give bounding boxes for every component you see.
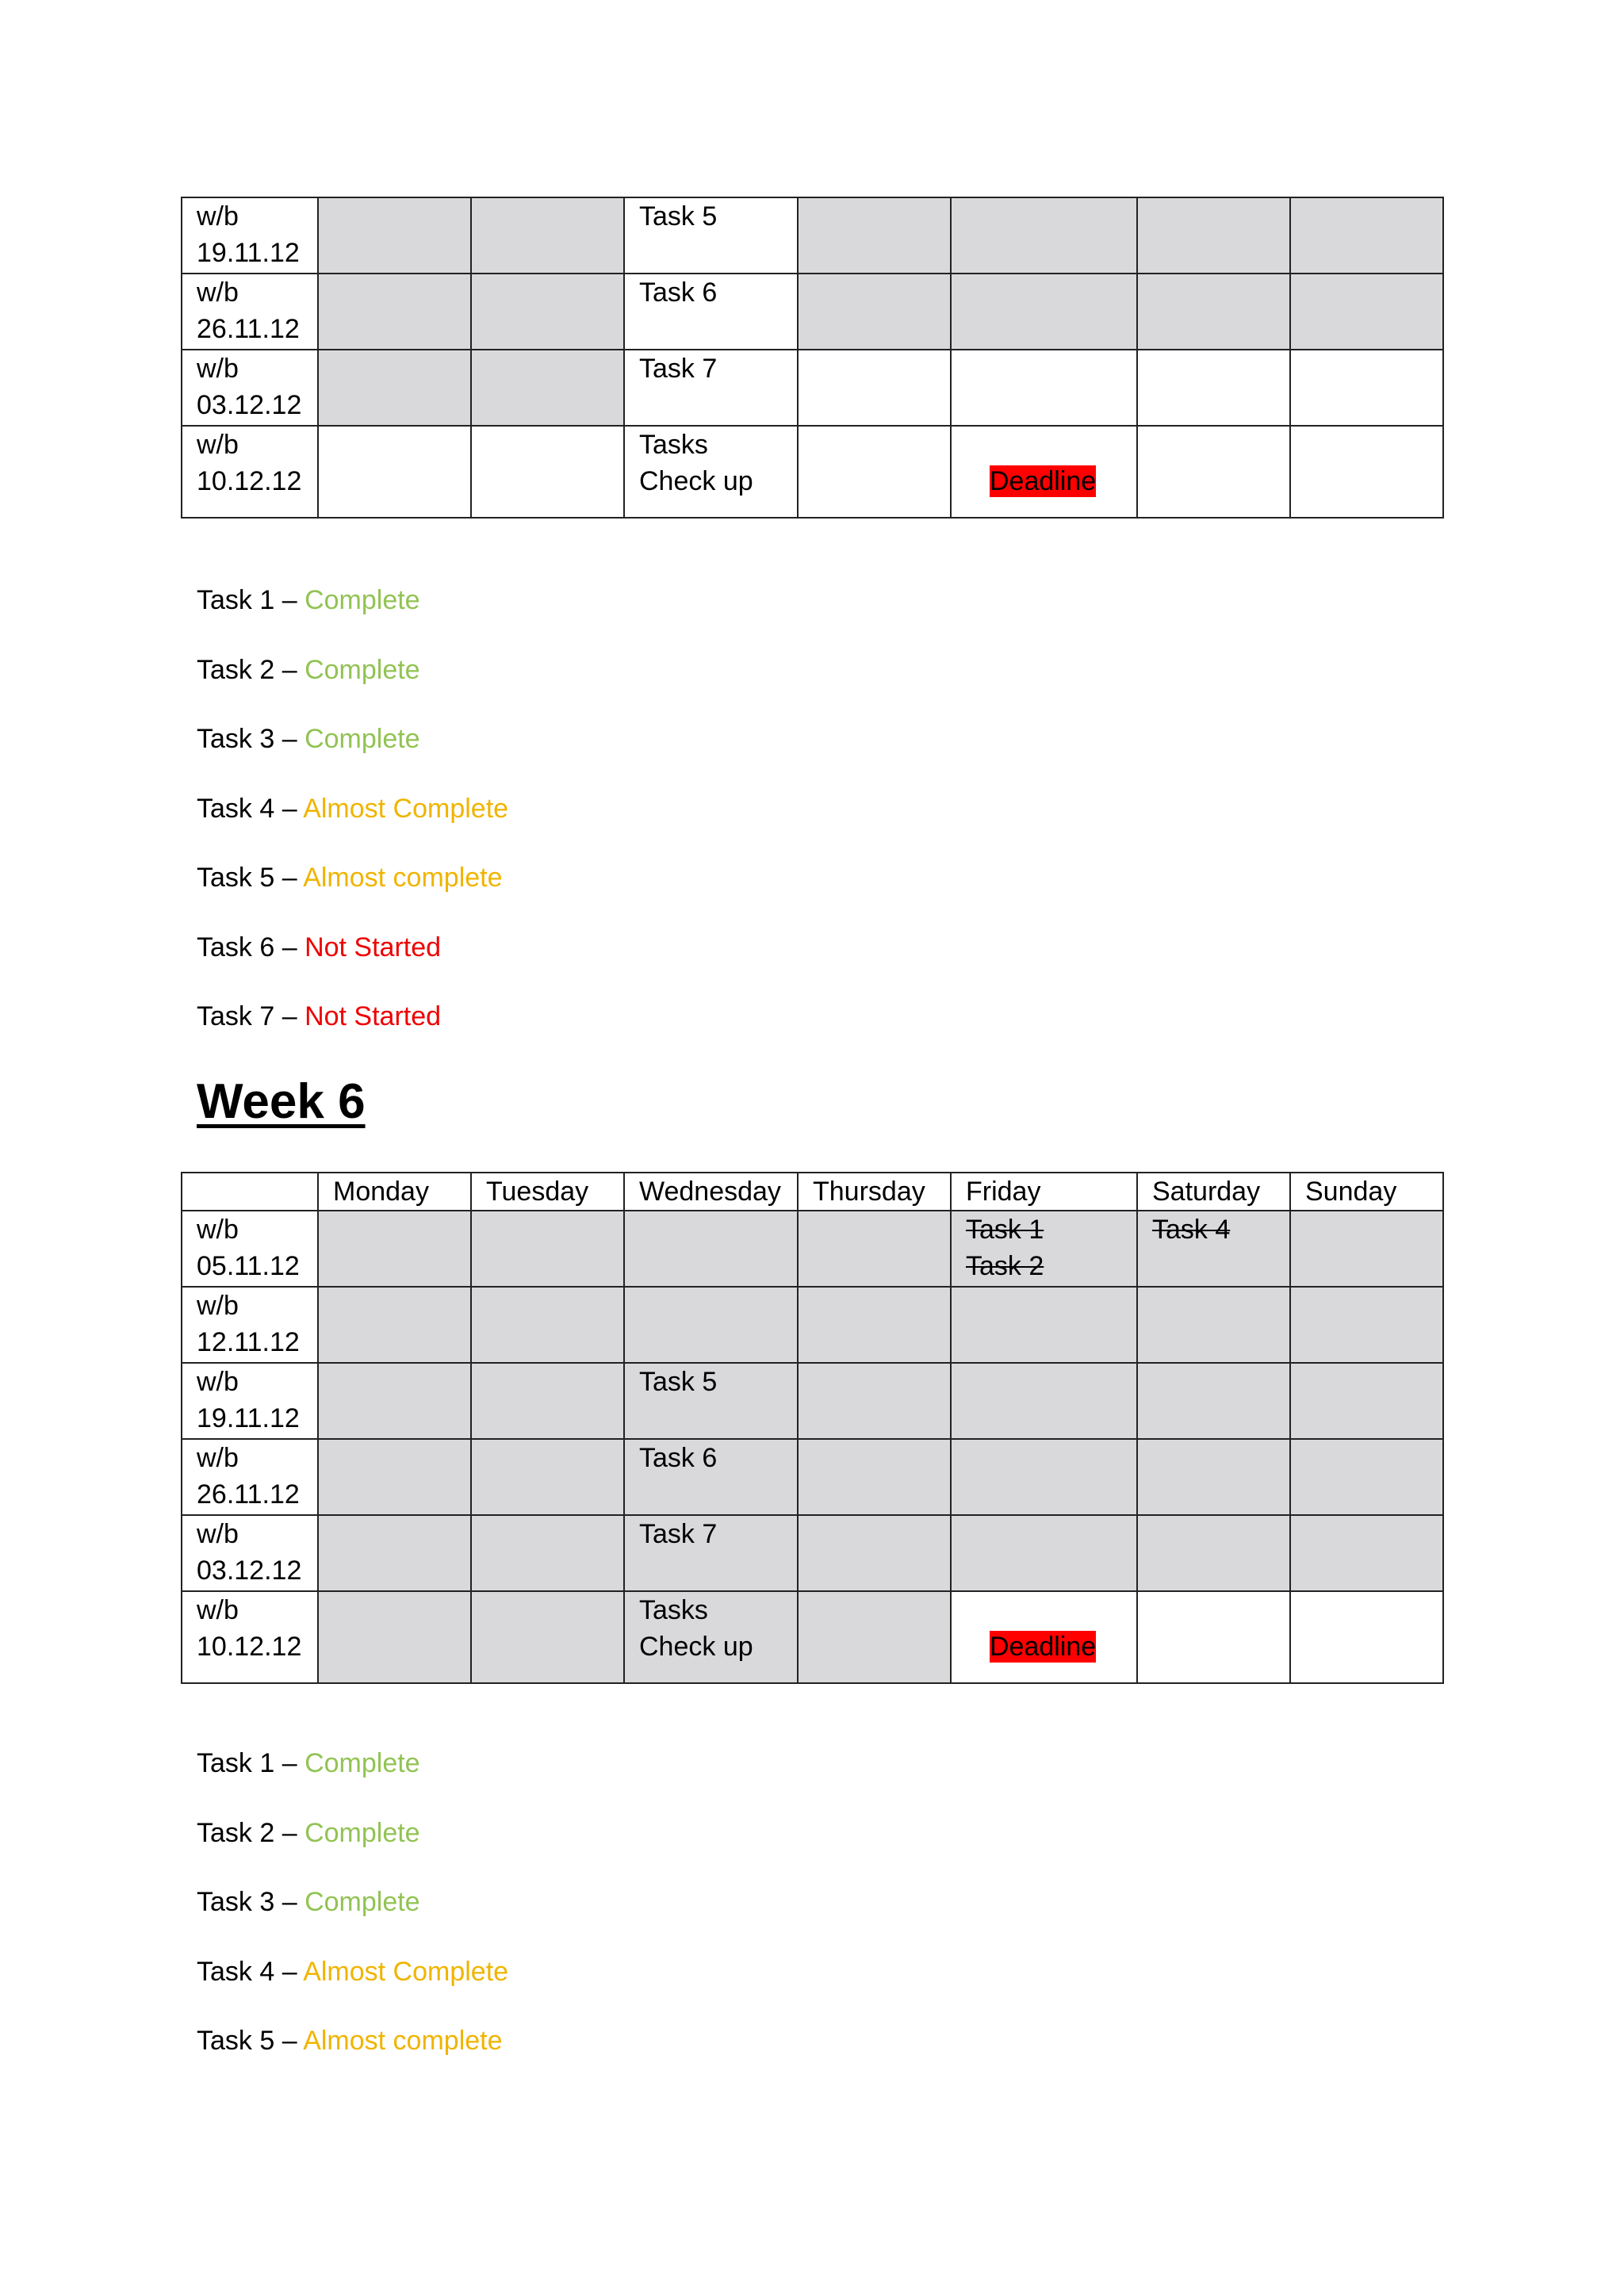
week-date: 03.12.12 bbox=[197, 1556, 302, 1586]
separator: – bbox=[274, 793, 304, 824]
tuesday-cell bbox=[471, 197, 624, 274]
thursday-cell bbox=[798, 197, 951, 274]
friday-cell bbox=[951, 1439, 1137, 1515]
task-entry: Check up bbox=[639, 1632, 753, 1662]
schedule-table-continued bbox=[181, 197, 1444, 519]
separator: – bbox=[274, 863, 304, 893]
task-name: Task 5 bbox=[197, 863, 275, 893]
friday-cell bbox=[951, 1591, 1137, 1683]
wednesday-cell bbox=[624, 1363, 798, 1439]
deadline-highlight: Deadline bbox=[990, 1632, 1097, 1662]
thursday-cell bbox=[798, 1591, 951, 1683]
separator: – bbox=[274, 1748, 305, 1778]
thursday-cell bbox=[798, 350, 951, 426]
thursday-cell bbox=[798, 1363, 951, 1439]
saturday-cell bbox=[1137, 1287, 1290, 1363]
separator: – bbox=[274, 654, 305, 685]
sunday-cell bbox=[1290, 350, 1443, 426]
task-name: Task 2 bbox=[197, 1817, 275, 1848]
saturday-cell bbox=[1137, 1211, 1290, 1287]
week-cell bbox=[182, 1363, 318, 1439]
list-item bbox=[197, 859, 508, 896]
tuesday-cell bbox=[471, 1439, 624, 1515]
saturday-cell bbox=[1137, 1591, 1290, 1683]
task-status: Almost Complete bbox=[303, 793, 509, 824]
week-label: w/b bbox=[197, 1215, 239, 1245]
task-entry: Task 5 bbox=[639, 201, 718, 232]
wednesday-cell bbox=[624, 197, 798, 274]
monday-cell bbox=[318, 1287, 471, 1363]
list-item bbox=[197, 2022, 508, 2059]
saturday-cell bbox=[1137, 426, 1290, 518]
week-label: w/b bbox=[197, 354, 239, 384]
task-name: Task 3 bbox=[197, 1887, 275, 1917]
friday-cell bbox=[951, 1211, 1137, 1287]
task-entry: Task 6 bbox=[639, 277, 718, 308]
week-date: 05.11.12 bbox=[197, 1251, 300, 1281]
task-status: Not Started bbox=[304, 1001, 442, 1031]
list-item bbox=[197, 1815, 508, 1851]
task-entry: Task 7 bbox=[639, 354, 718, 384]
saturday-cell bbox=[1137, 197, 1290, 274]
list-item bbox=[197, 929, 508, 966]
week-date: 19.11.12 bbox=[197, 238, 300, 268]
saturday-cell bbox=[1137, 1439, 1290, 1515]
thursday-cell bbox=[798, 1439, 951, 1515]
list-item bbox=[197, 790, 508, 827]
wednesday-cell bbox=[624, 1287, 798, 1363]
table-row bbox=[182, 350, 1443, 426]
separator: – bbox=[274, 585, 305, 615]
tuesday-cell bbox=[471, 1363, 624, 1439]
monday-cell bbox=[318, 350, 471, 426]
task-entry-done: Task 4 bbox=[1152, 1215, 1231, 1245]
week-label: w/b bbox=[197, 1443, 239, 1473]
task-status: Complete bbox=[304, 1817, 420, 1848]
week-cell bbox=[182, 426, 318, 518]
task-status: Not Started bbox=[304, 932, 442, 962]
sunday-cell bbox=[1290, 197, 1443, 274]
separator: – bbox=[274, 1887, 305, 1917]
task-status: Complete bbox=[304, 654, 420, 685]
list-item bbox=[197, 998, 508, 1035]
column-header: Thursday bbox=[798, 1173, 951, 1211]
friday-cell bbox=[951, 1515, 1137, 1591]
task-entry: Tasks bbox=[639, 430, 708, 460]
week-label: w/b bbox=[197, 1595, 239, 1625]
task-name: Task 2 bbox=[197, 654, 275, 685]
friday-cell bbox=[951, 1287, 1137, 1363]
separator: – bbox=[274, 1001, 305, 1031]
thursday-cell bbox=[798, 274, 951, 350]
sunday-cell bbox=[1290, 1591, 1443, 1683]
sunday-cell bbox=[1290, 1515, 1443, 1591]
week-cell bbox=[182, 350, 318, 426]
wednesday-cell bbox=[624, 1515, 798, 1591]
separator: – bbox=[274, 1956, 304, 1987]
sunday-cell bbox=[1290, 274, 1443, 350]
task-status: Almost Complete bbox=[303, 1956, 509, 1987]
separator: – bbox=[274, 724, 305, 754]
table-header-row bbox=[182, 1173, 1443, 1211]
week-label: w/b bbox=[197, 1519, 239, 1549]
task-entry: Tasks bbox=[639, 1595, 708, 1625]
table-row bbox=[182, 1591, 1443, 1683]
tuesday-cell bbox=[471, 350, 624, 426]
task-status-list bbox=[197, 582, 508, 1068]
tuesday-cell bbox=[471, 1287, 624, 1363]
monday-cell bbox=[318, 197, 471, 274]
task-status: Almost complete bbox=[303, 2026, 503, 2056]
column-header: Saturday bbox=[1137, 1173, 1290, 1211]
thursday-cell bbox=[798, 1515, 951, 1591]
task-entry-done: Task 2 bbox=[966, 1251, 1044, 1281]
tuesday-cell bbox=[471, 426, 624, 518]
task-entry: Task 7 bbox=[639, 1519, 718, 1549]
task-entry: Task 5 bbox=[639, 1367, 718, 1397]
task-entry-done: Task 1 bbox=[966, 1215, 1044, 1245]
table-row bbox=[182, 1211, 1443, 1287]
week-cell bbox=[182, 197, 318, 274]
saturday-cell bbox=[1137, 274, 1290, 350]
separator: – bbox=[274, 2026, 304, 2056]
thursday-cell bbox=[798, 1287, 951, 1363]
task-entry: Task 6 bbox=[639, 1443, 718, 1473]
friday-cell bbox=[951, 1363, 1137, 1439]
saturday-cell bbox=[1137, 1363, 1290, 1439]
week-date: 10.12.12 bbox=[197, 1632, 302, 1662]
saturday-cell bbox=[1137, 350, 1290, 426]
corner-cell bbox=[182, 1173, 318, 1211]
week-date: 10.12.12 bbox=[197, 466, 302, 496]
column-header: Sunday bbox=[1290, 1173, 1443, 1211]
friday-cell bbox=[951, 350, 1137, 426]
week-label: w/b bbox=[197, 1367, 239, 1397]
list-item bbox=[197, 721, 508, 757]
separator: – bbox=[274, 932, 305, 962]
sunday-cell bbox=[1290, 1363, 1443, 1439]
thursday-cell bbox=[798, 1211, 951, 1287]
table-row bbox=[182, 197, 1443, 274]
wednesday-cell bbox=[624, 274, 798, 350]
task-name: Task 3 bbox=[197, 724, 275, 754]
list-item bbox=[197, 1954, 508, 1990]
monday-cell bbox=[318, 1211, 471, 1287]
task-status: Complete bbox=[304, 585, 420, 615]
week-cell bbox=[182, 274, 318, 350]
monday-cell bbox=[318, 274, 471, 350]
week-date: 26.11.12 bbox=[197, 314, 300, 344]
task-name: Task 4 bbox=[197, 1956, 275, 1987]
monday-cell bbox=[318, 1591, 471, 1683]
week-cell bbox=[182, 1287, 318, 1363]
table-row bbox=[182, 1439, 1443, 1515]
thursday-cell bbox=[798, 426, 951, 518]
column-header: Friday bbox=[951, 1173, 1137, 1211]
page-title: Week 6 bbox=[197, 1074, 366, 1129]
wednesday-cell bbox=[624, 1439, 798, 1515]
saturday-cell bbox=[1137, 1515, 1290, 1591]
monday-cell bbox=[318, 1515, 471, 1591]
friday-cell bbox=[951, 426, 1137, 518]
sunday-cell bbox=[1290, 426, 1443, 518]
week-label: w/b bbox=[197, 201, 239, 232]
tuesday-cell bbox=[471, 1515, 624, 1591]
week-label: w/b bbox=[197, 277, 239, 308]
tuesday-cell bbox=[471, 274, 624, 350]
task-status: Complete bbox=[304, 1887, 420, 1917]
friday-cell bbox=[951, 197, 1137, 274]
list-item bbox=[197, 1745, 508, 1781]
tuesday-cell bbox=[471, 1591, 624, 1683]
table-row bbox=[182, 1363, 1443, 1439]
sunday-cell bbox=[1290, 1211, 1443, 1287]
table-row bbox=[182, 274, 1443, 350]
tuesday-cell bbox=[471, 1211, 624, 1287]
list-item bbox=[197, 652, 508, 688]
monday-cell bbox=[318, 426, 471, 518]
deadline-highlight: Deadline bbox=[990, 466, 1097, 496]
week-label: w/b bbox=[197, 1291, 239, 1321]
week-date: 19.11.12 bbox=[197, 1403, 300, 1433]
task-name: Task 1 bbox=[197, 585, 275, 615]
monday-cell bbox=[318, 1363, 471, 1439]
task-name: Task 1 bbox=[197, 1748, 275, 1778]
friday-cell bbox=[951, 274, 1137, 350]
task-status: Complete bbox=[304, 1748, 420, 1778]
week-cell bbox=[182, 1439, 318, 1515]
week-cell bbox=[182, 1591, 318, 1683]
task-name: Task 5 bbox=[197, 2026, 275, 2056]
sunday-cell bbox=[1290, 1439, 1443, 1515]
task-status: Almost complete bbox=[303, 863, 503, 893]
week-date: 26.11.12 bbox=[197, 1479, 300, 1510]
separator: – bbox=[274, 1817, 305, 1848]
task-name: Task 6 bbox=[197, 932, 275, 962]
sunday-cell bbox=[1290, 1287, 1443, 1363]
table-row bbox=[182, 1515, 1443, 1591]
list-item bbox=[197, 1884, 508, 1920]
task-entry: Check up bbox=[639, 466, 753, 496]
column-header: Wednesday bbox=[624, 1173, 798, 1211]
task-status-list bbox=[197, 1745, 508, 2092]
wednesday-cell bbox=[624, 426, 798, 518]
week6-schedule-table bbox=[181, 1172, 1444, 1684]
task-status: Complete bbox=[304, 724, 420, 754]
week-cell bbox=[182, 1515, 318, 1591]
task-name: Task 4 bbox=[197, 793, 275, 824]
week-label: w/b bbox=[197, 430, 239, 460]
wednesday-cell bbox=[624, 1591, 798, 1683]
week-date: 12.11.12 bbox=[197, 1327, 300, 1357]
column-header: Tuesday bbox=[471, 1173, 624, 1211]
list-item bbox=[197, 582, 508, 618]
table-row bbox=[182, 426, 1443, 518]
task-name: Task 7 bbox=[197, 1001, 275, 1031]
wednesday-cell bbox=[624, 350, 798, 426]
wednesday-cell bbox=[624, 1211, 798, 1287]
monday-cell bbox=[318, 1439, 471, 1515]
week-date: 03.12.12 bbox=[197, 390, 302, 420]
table-row bbox=[182, 1287, 1443, 1363]
week-cell bbox=[182, 1211, 318, 1287]
column-header: Monday bbox=[318, 1173, 471, 1211]
